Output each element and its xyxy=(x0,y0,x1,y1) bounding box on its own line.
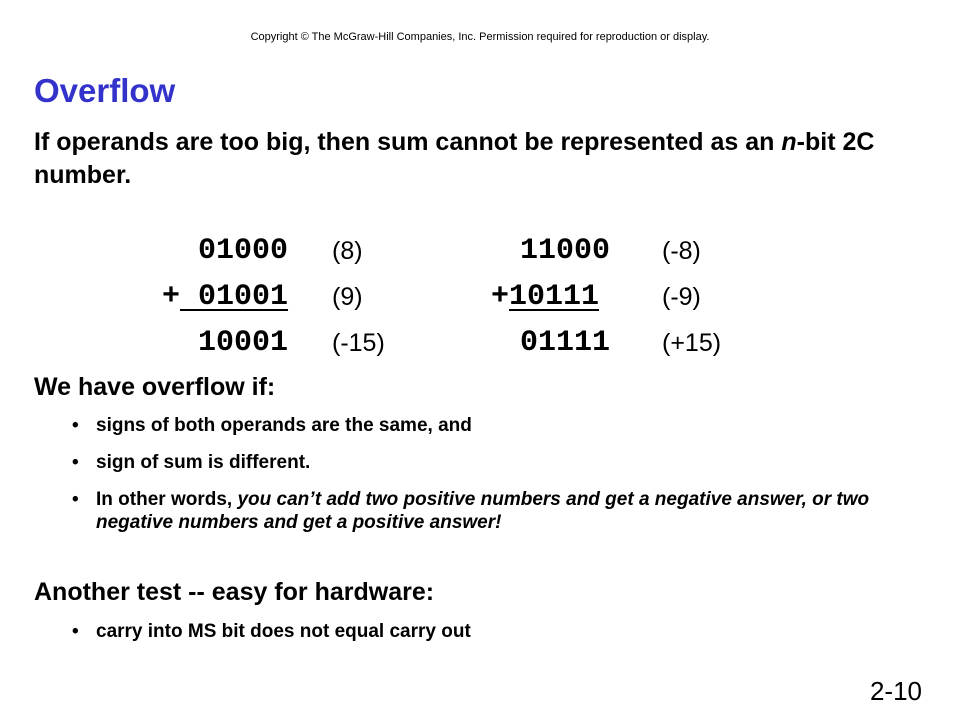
intro-text-part2: -bit 2C number. xyxy=(34,128,875,189)
bullet-item xyxy=(72,488,892,534)
intro-text xyxy=(34,126,934,192)
left-row1-decimal: (8) xyxy=(332,237,363,265)
intro-text-italic: n xyxy=(781,128,797,156)
bullet-text-prefix: In other words, xyxy=(96,489,238,510)
copyright-notice: Copyright © The McGraw-Hill Companies, Inc. Permission required for reproduction or display. xyxy=(250,31,710,43)
bullet-text: signs of both operands are the same, and xyxy=(96,415,472,436)
right-row3-decimal: (+15) xyxy=(662,329,722,357)
left-row3-decimal: (-15) xyxy=(332,329,385,357)
right-row1-binary: 11000 xyxy=(520,234,611,268)
bullet-dot: • xyxy=(72,452,79,473)
left-row1-binary: 01000 xyxy=(198,234,289,268)
left-row3-binary: 10001 xyxy=(198,326,289,360)
left-row2-binary xyxy=(180,279,288,315)
bullet-dot: • xyxy=(72,489,79,510)
page-number: 2-10 xyxy=(869,676,922,706)
right-row2-operator: + xyxy=(491,280,510,314)
slide-title: Overflow xyxy=(34,72,176,109)
bullet-text: sign of sum is different. xyxy=(96,452,311,473)
bullet-item xyxy=(72,414,892,437)
test-heading: Another test -- easy for hardware: xyxy=(34,578,435,606)
bullet-text xyxy=(96,488,892,534)
left-row2-decimal: (9) xyxy=(332,283,363,311)
bullet-dot: • xyxy=(72,621,79,642)
intro-text-part1: If operands are too big, then sum cannot be represented as an xyxy=(34,128,782,156)
bullet-text: carry into MS bit does not equal carry out xyxy=(96,621,471,642)
bullet-item xyxy=(72,620,892,643)
bullet-text-italic: you can’t add two positive numbers and get a negative answer, or two negative numbers and get a positive answer! xyxy=(96,489,870,533)
bullet-dot: • xyxy=(72,415,79,436)
left-row2-operator: + xyxy=(162,280,181,314)
left-row2-binary-value: 01001 xyxy=(198,280,289,314)
right-row2-binary-value: 10111 xyxy=(509,280,600,314)
right-row1-decimal: (-8) xyxy=(662,237,701,265)
bullet-item xyxy=(72,451,892,474)
right-row2-decimal: (-9) xyxy=(662,283,701,311)
right-row3-binary: 01111 xyxy=(520,326,611,360)
right-row2-binary xyxy=(509,279,599,315)
overflow-heading: We have overflow if: xyxy=(34,373,276,401)
